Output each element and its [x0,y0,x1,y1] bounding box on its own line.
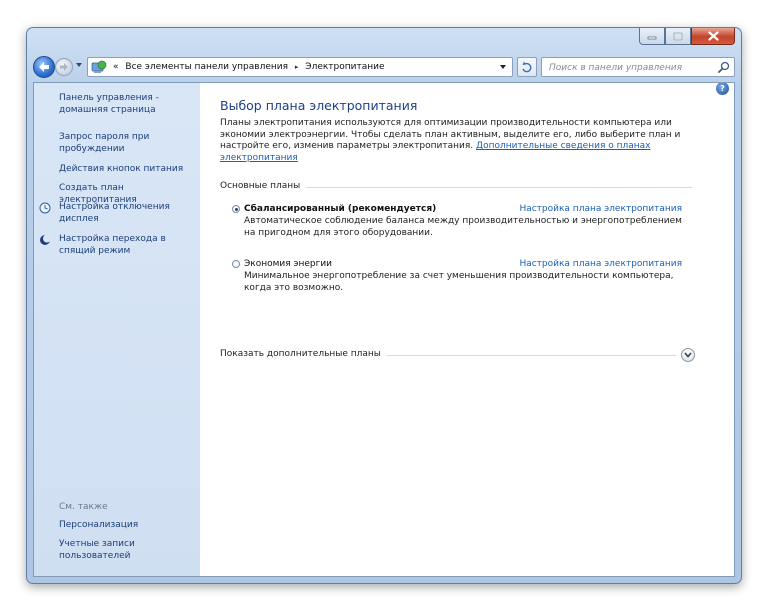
forward-arrow-icon [56,59,72,75]
plan-balanced-configure-link[interactable]: Настройка плана электропитания [519,204,682,214]
plan-power-saver-radio[interactable] [232,260,240,268]
see-also-personalization[interactable]: Персонализация [59,520,139,530]
description-text: Планы электропитания используются для оптимизации производительности компьютера или экономии электроэнергии. Чтобы сделать план активным, выделите его, либо выберите план и настройте его, изменив параметры электропитания. [220,118,681,151]
chevron-down-icon [684,352,692,358]
help-button[interactable]: ? [716,82,729,95]
maximize-icon [673,32,683,41]
see-also-user-accounts[interactable]: Учетные записи пользователей [59,539,135,561]
forward-button[interactable] [55,58,73,76]
back-button[interactable] [33,56,55,78]
search-box[interactable] [541,57,735,77]
address-bar[interactable] [87,57,513,77]
more-info-link[interactable]: Дополнительные сведения о планах электропитания [220,141,651,163]
plan-power-saver-name[interactable]: Экономия энергии [244,259,333,269]
breadcrumb-prefix[interactable]: « [113,62,119,72]
plan-balanced-description: Автоматическое соблюдение баланса между производительностью и энергопотреблением на пригодном для этого оборудовании. [244,216,682,238]
search-input[interactable] [547,59,711,77]
sidebar-item-home[interactable]: Панель управления - домашняя страница [59,93,159,115]
show-additional-plans-label[interactable]: Показать дополнительные планы [220,349,387,359]
breadcrumb-item-power[interactable]: Электропитание [305,62,385,72]
refresh-button[interactable] [517,57,537,77]
preferred-plans-section [220,181,692,193]
sidebar-item-sleep[interactable]: Настройка перехода в спящий режим [59,234,166,256]
see-also-heading: См. также [59,502,108,512]
tasks-sidebar [34,83,200,576]
content-area [33,82,735,577]
address-history-dropdown[interactable] [500,65,506,69]
moon-sleep-icon [39,234,51,246]
sidebar-item-create-plan[interactable]: Создать план электропитания [59,183,137,205]
display-timer-icon [39,202,51,214]
plan-power-saver-description: Минимальное энергопотребление за счет уменьшения производительности компьютера, когда это возможно. [244,271,674,293]
refresh-icon [520,60,534,74]
sidebar-item-display-off[interactable]: Настройка отключения дисплея [59,202,170,224]
control-panel-icon [91,60,107,74]
close-button[interactable] [691,28,735,45]
show-additional-plans[interactable] [220,348,698,362]
control-panel-window [26,27,742,584]
page-title: Выбор плана электропитания [220,98,418,113]
breadcrumb-item-all-items[interactable]: Все элементы панели управления [125,62,289,72]
close-icon [708,31,719,41]
search-icon[interactable] [718,61,730,73]
main-pane [200,83,734,576]
recent-pages-dropdown[interactable] [76,63,82,67]
minimize-icon [647,32,657,40]
minimize-button[interactable] [639,28,665,45]
caption-buttons [639,28,735,46]
sidebar-item-power-buttons[interactable]: Действия кнопок питания [59,164,184,174]
maximize-button[interactable] [665,28,691,45]
plan-power-saver-configure-link[interactable]: Настройка плана электропитания [519,259,682,269]
navigation-bar [33,56,735,78]
back-arrow-icon [34,57,54,77]
plan-balanced-radio[interactable] [232,205,240,213]
expand-button[interactable] [681,348,695,362]
page-description [220,118,690,164]
breadcrumb [113,62,385,72]
breadcrumb-separator[interactable]: ▸ [294,63,299,71]
plan-balanced-name[interactable]: Сбалансированный (рекомендуется) [244,204,437,214]
sidebar-item-wake-password[interactable]: Запрос пароля при пробуждении [59,132,150,154]
section-label: Основные планы [220,181,306,191]
